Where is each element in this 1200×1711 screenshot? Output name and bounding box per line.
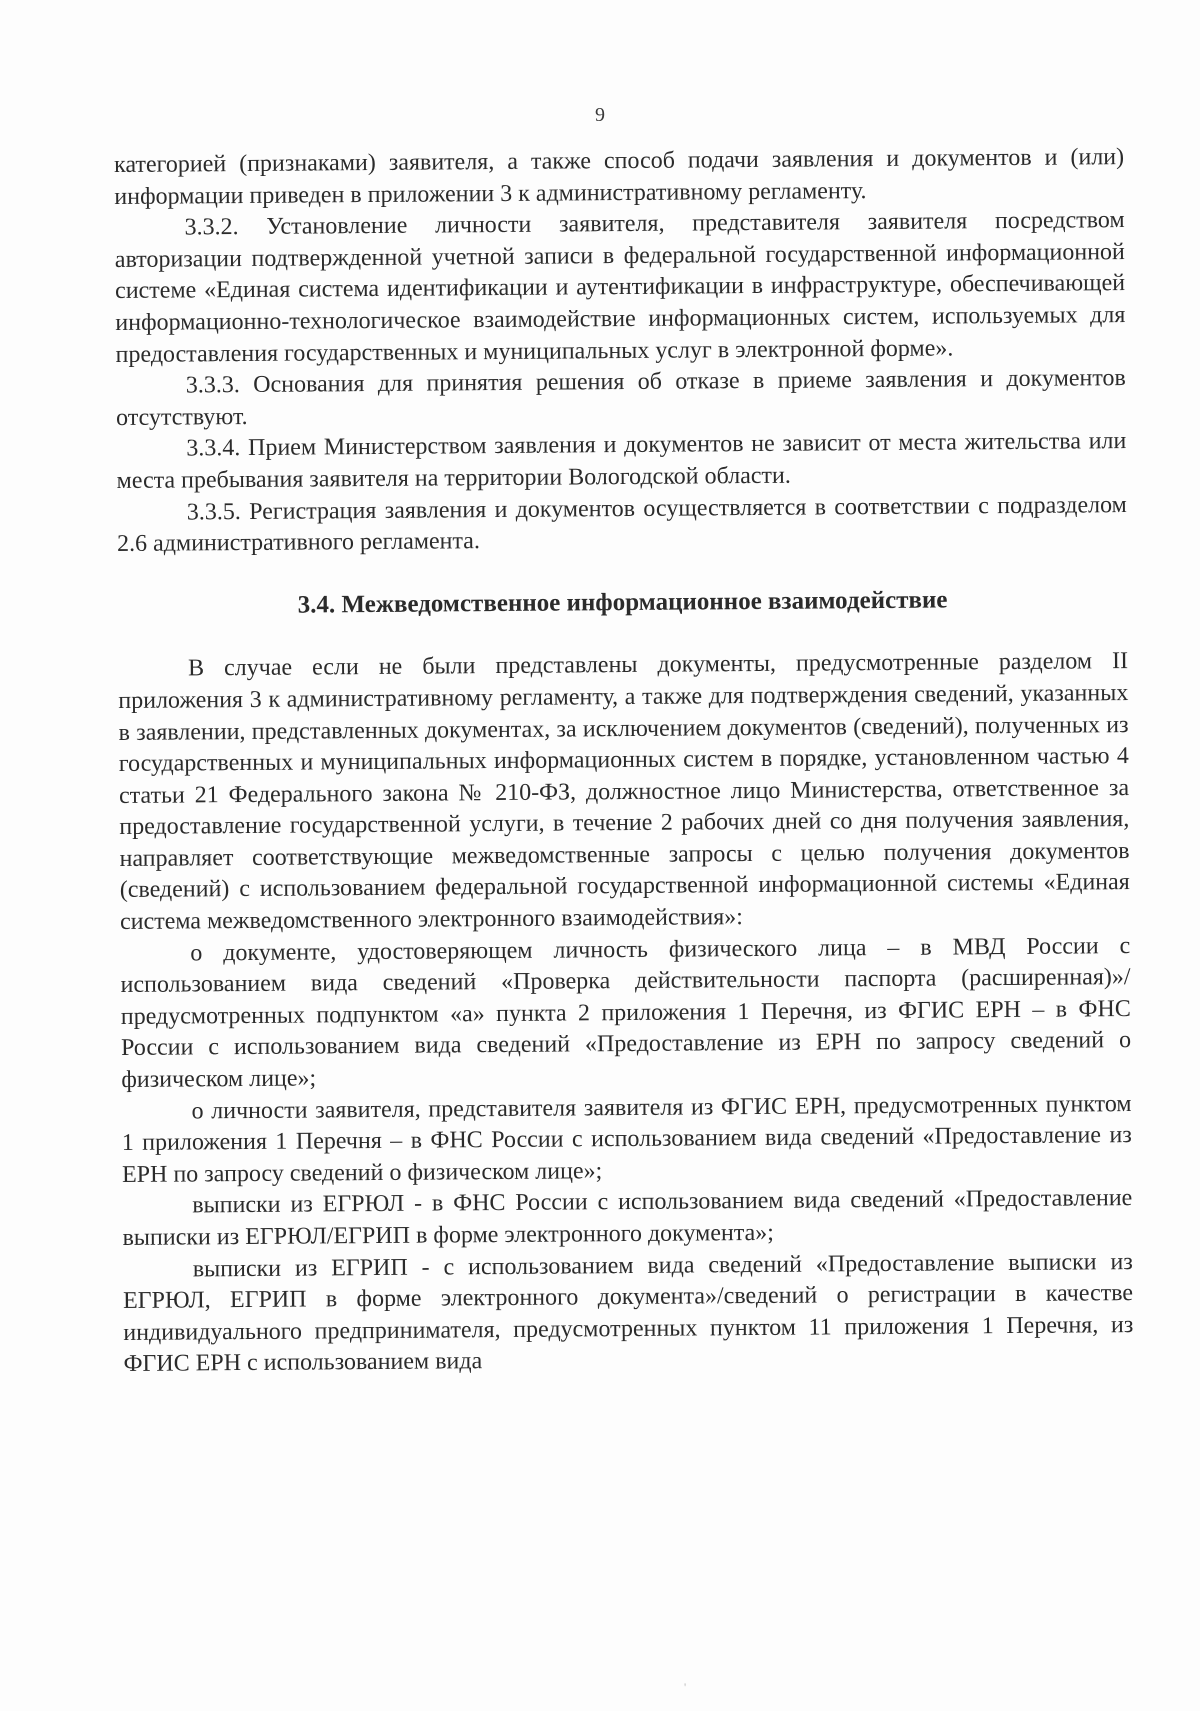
paragraph-3-3-3: 3.3.3. Основания для принятия решения об отказе в приеме заявления и документов отсутствуют. <box>116 365 1126 431</box>
document-body <box>114 142 1134 1381</box>
page-number: 9 <box>595 104 605 126</box>
paragraph-interagency-requests: В случае если не были представлены документы, предусмотренные разделом II приложения 3 к административному регламенту, а также для подтверждения сведений, указанных в заявлении, представленных документах, за исключением документов (сведений), полученных из государственных и муниципальных информационных систем в порядке, установленном частью 4 статьи 21 Федерального закона № 210-ФЗ, должностное лицо Министерства, ответственное за предоставление государственной услуги, в течение 2 рабочих дней со дня получения заявления, направляет соответствующие межведомственные запросы с целью получения документов (сведений) с использованием федеральной государственной информационной системы «Единая система межведомственного электронного взаимодействия»: <box>118 648 1130 936</box>
section-heading-3-4: 3.4. Межведомственное информационное взаимодействие <box>297 586 948 619</box>
paragraph-3-3-2: 3.3.2. Установление личности заявителя, представителя заявителя посредством авторизации подтвержденной учетной записи в федеральной государственной информационной системе «Единая система идентификации и аутентификации в инфраструктуре, обеспечивающей информационно-технологическое взаимодействие информационных систем, используемых для предоставления государственных и муниципальных услуг в электронной форме». <box>114 207 1126 368</box>
paragraph-egrip-extract: выписки из ЕГРИП - с использованием вида сведений «Предоставление выписки из ЕГРЮЛ, ЕГРИП в форме электронного документа»/сведений о регистрации в качестве индивидуального предпринимателя, предусмотренных пунктом 11 приложения 1 Перечня, из ФГИС ЕРН с использованием вида <box>122 1248 1134 1378</box>
paragraph-3-3-5: 3.3.5. Регистрация заявления и документов осуществляется в соответствии с подразделом 2.6 административного регламента. <box>116 491 1127 558</box>
paragraph-applicant-identity: о личности заявителя, представителя заявителя из ФГИС ЕРН, предусмотренных пунктом 1 приложения 1 Перечня – в ФНС России с использованием вида сведений «Предоставление из ЕРН по запросу сведений о физическом лице»; <box>121 1090 1132 1188</box>
scan-speck: ' <box>684 1680 687 1694</box>
paragraph-3-3-4: 3.3.4. Прием Министерством заявления и документов не зависит от места жительства или места пребывания заявителя на территории Вологодской области. <box>116 428 1127 494</box>
paragraph-identity-document: о документе, удостоверяющем личность физического лица – в МВД России с использованием вида сведений «Проверка действительности паспорта (расширенная)»/предусмотренных подпунктом «а» пункта 2 приложения 1 Перечня, из ФГИС ЕРН – в ФНС России с использованием вида сведений «Предоставление из ЕРН по запросу сведений о физическом лице»; <box>120 932 1132 1094</box>
paragraph-egrul-extract: выписки из ЕГРЮЛ - в ФНС России с использованием вида сведений «Предоставление выписки из ЕГРЮЛ/ЕГРИП в форме электронного документа»; <box>122 1185 1133 1251</box>
paragraph-continuation: категорией (признаками) заявителя, а также способ подачи заявления и документов и (или) информации приведен в приложении 3 к административному регламенту. <box>114 144 1125 210</box>
